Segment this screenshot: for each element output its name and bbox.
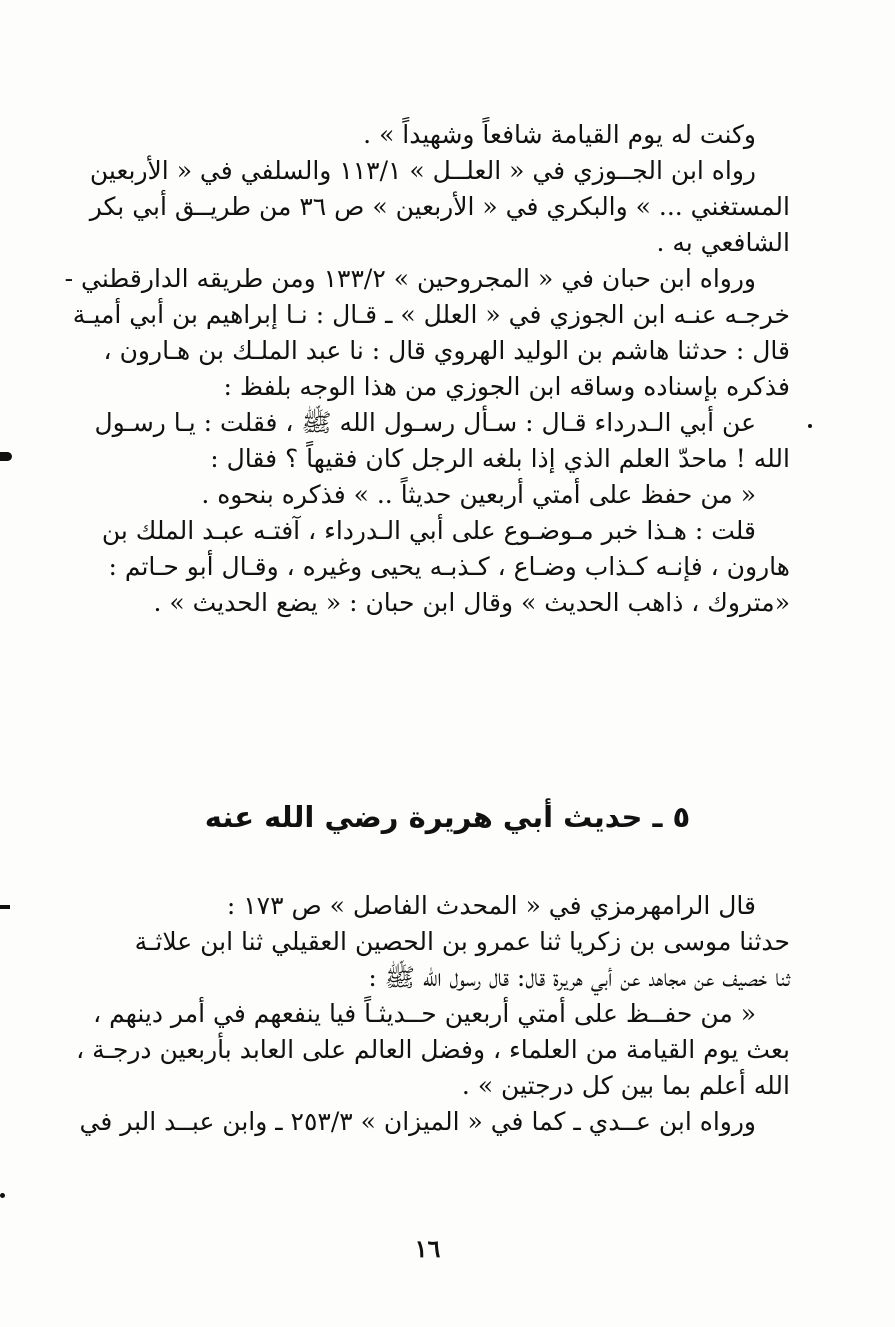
text-line: الشافعي به . bbox=[656, 228, 790, 257]
scan-mark bbox=[0, 1193, 5, 1198]
text-section-1 bbox=[64, 120, 790, 626]
text-line: رواه ابن الجــوزي في « العلــل » ١١٣/١ والسلفي في « الأربعين bbox=[89, 156, 756, 185]
section-heading: ٥ ـ حديث أبي هريرة رضي الله عنه bbox=[204, 800, 691, 834]
text-line: قال : حدثنا هاشم بن الوليد الهروي قال : نا عبد الملـك بن هـارون ، bbox=[103, 336, 790, 365]
scan-mark bbox=[0, 905, 10, 909]
text-line: بعث يوم القيامة من العلماء ، وفضل العالم على العابد بأربعين درجـة ، bbox=[76, 1035, 790, 1064]
text-line: الله أعلم بما بين كل درجتين » . bbox=[461, 1071, 790, 1100]
text-line: « من حفظ على أمتي أربعين حديثاً .. » فذكره بنحوه . bbox=[201, 480, 756, 509]
scan-mark bbox=[0, 452, 12, 461]
text-line: ورواه ابن عــدي ـ كما في « الميزان » ٢٥٣/٣ ـ وابن عبــد البر في bbox=[79, 1107, 756, 1136]
scan-mark bbox=[808, 424, 812, 428]
text-line: ثنا خصيف عن مجاهد عن أبي هريرة قال: قال رسول الله ﷺ : bbox=[368, 963, 790, 992]
text-line: الله ! ماحدّ العلم الذي إذا بلغه الرجل كان فقيهاً ؟ فقال : bbox=[210, 444, 790, 473]
text-line: « من حفــظ على أمتي أربعين حــديثـاً فيا ينفعهم في أمر دينهم ، bbox=[93, 999, 756, 1028]
text-line: فذكره بإسناده وساقه ابن الجوزي من هذا الوجه بلفظ : bbox=[223, 372, 790, 401]
text-line: عن أبي الـدرداء قـال : سـأل رسـول الله ﷺ ، فقلت : يـا رسـول bbox=[94, 408, 756, 437]
text-line: قلت : هـذا خبر مـوضـوع على أبي الـدرداء ، آفتـه عبـد الملك بن bbox=[101, 516, 756, 545]
page-number: ١٦ bbox=[414, 1234, 441, 1263]
text-line: حدثنا موسى بن زكريا ثنا عمرو بن الحصين العقيلي ثنا ابن علاثـة bbox=[134, 927, 790, 956]
text-line: ورواه ابن حبان في « المجروحين » ١٣٣/٢ ومن طريقه الدارقطني - bbox=[64, 264, 756, 293]
text-line: وكنت له يوم القيامة شافعاً وشهيداً » . bbox=[363, 120, 756, 149]
text-section-2 bbox=[76, 891, 790, 1145]
text-line: هارون ، فإنـه كـذاب وضـاع ، كـذبـه يحيى وغيره ، وقـال أبو حـاتم : bbox=[108, 552, 790, 581]
text-line: «متروك ، ذاهب الحديث » وقال ابن حبان : « يضع الحديث » . bbox=[153, 588, 790, 617]
text-line: المستغني ... » والبكري في « الأربعين » ص ٣٦ من طريــق أبي بكر bbox=[89, 192, 790, 221]
text-line: خرجـه عنـه ابن الجوزي في « العلل » ـ قـال : نـا إبراهيم بن أبي أميـة bbox=[72, 300, 790, 329]
text-line: قال الرامهرمزي في « المحدث الفاصل » ص ١٧٣ : bbox=[226, 891, 756, 920]
